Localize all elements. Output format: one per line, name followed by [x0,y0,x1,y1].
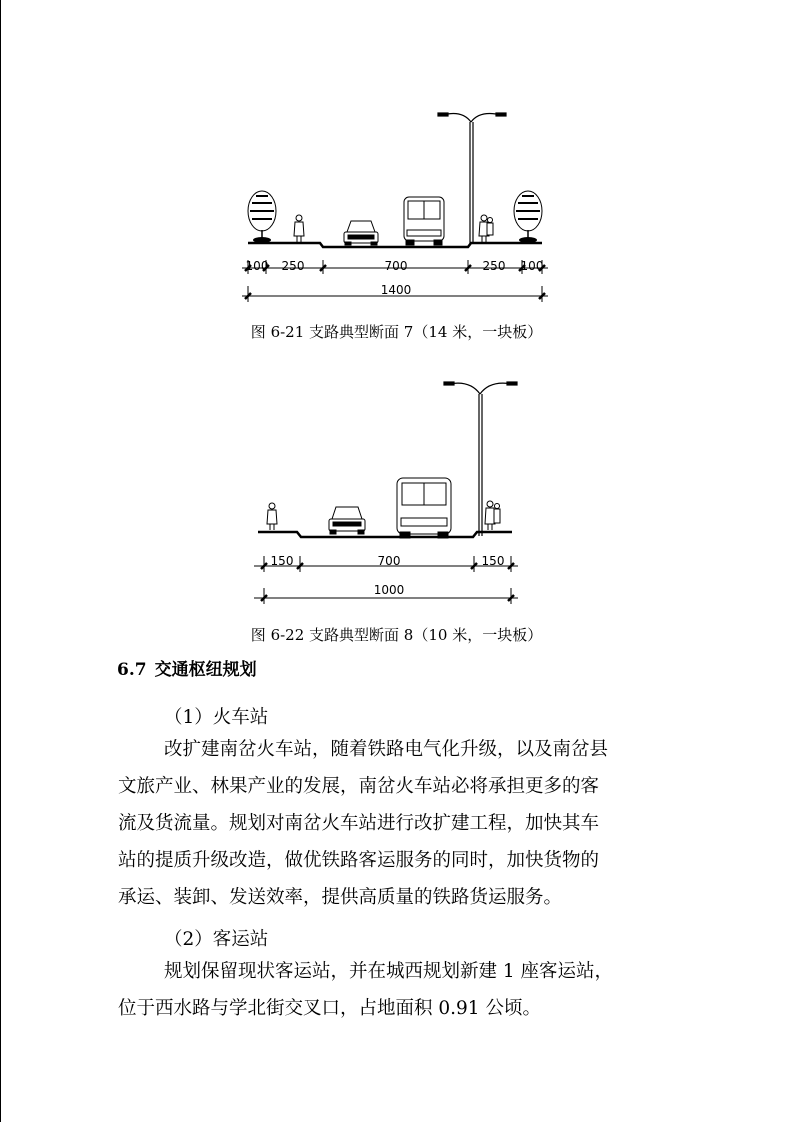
total-dimension-label: 1400 [380,283,412,297]
dimension-label: 150 [481,554,505,568]
total-dimension-label: 1000 [373,583,405,597]
street-light [438,113,506,244]
road-cross-section-7 [230,108,560,308]
dimension-label: 700 [384,259,408,273]
car-icon [329,507,365,534]
paragraph-line: 流及货流量。规划对南岔火车站进行改扩建工程，加快其车 [118,813,600,834]
subheading-train-station: （1）火车站 [164,707,269,728]
tree-icon [248,191,276,244]
page-left-border [0,0,1,1122]
paragraph-line: 站的提质升级改造，做优铁路客运服务的同时，加快货物的 [118,850,600,871]
tree-icon [514,191,542,244]
bus-icon [397,478,451,538]
road-surface-line [258,532,512,537]
section-number: 6.7 [117,660,147,680]
paragraph-bus-station [118,953,678,1027]
paragraph-line: 承运、装卸、发送效率，提供高质量的铁路货运服务。 [118,887,563,908]
road-surface-line [248,243,542,247]
pedestrian-icon [267,503,277,530]
dimension-label: 250 [482,259,506,273]
road-cross-section-8 [250,372,530,612]
bus-icon [404,197,444,245]
pedestrian-icon [485,501,500,530]
dimension-label: 700 [377,554,401,568]
section-title: 交通枢纽规划 [154,660,257,680]
pedestrian-icon [479,215,493,242]
subheading-bus-station: （2）客运站 [164,929,269,950]
paragraph-line: 位于西水路与学北街交叉口，占地面积 0.91 公顷。 [118,998,541,1019]
dimension-label: 250 [281,259,305,273]
figure-caption: 图 6-22 支路典型断面 8（10 米，一块板） [250,626,543,644]
section-heading [117,655,257,680]
pedestrian-icon [294,215,304,242]
street-light [444,382,517,536]
paragraph-line: 文旅产业、林果产业的发展，南岔火车站必将承担更多的客 [118,776,600,797]
paragraph-line: 改扩建南岔火车站，随着铁路电气化升级，以及南岔县 [164,739,609,760]
dimension-label: 100 [520,259,544,273]
paragraph-line: 规划保留现状客运站，并在城西规划新建 1 座客运站， [164,961,614,982]
dimension-label: 100 [245,259,269,273]
car-icon [344,221,378,245]
dimension-label: 150 [270,554,294,568]
paragraph-train-station [118,731,678,916]
figure-caption: 图 6-21 支路典型断面 7（14 米，一块板） [250,323,543,341]
